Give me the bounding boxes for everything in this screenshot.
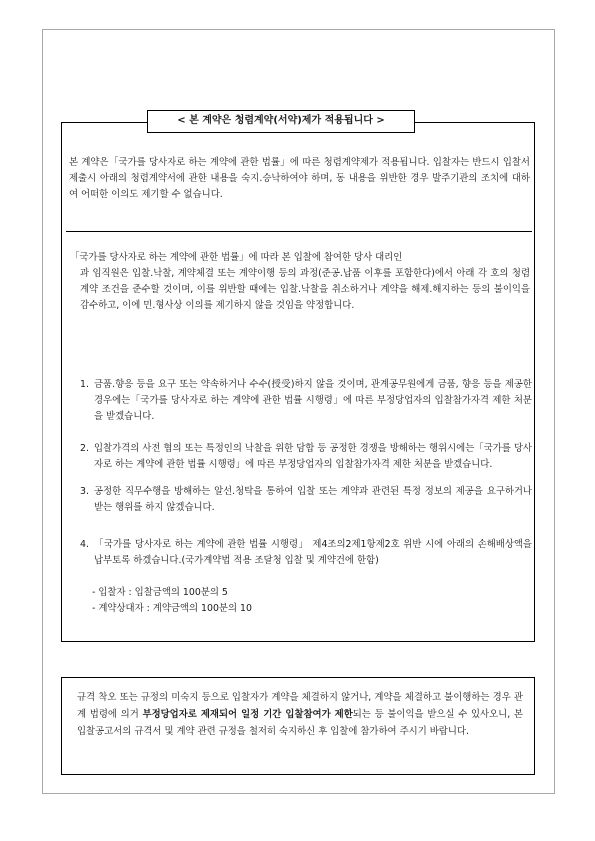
pledge-paragraph: [70, 250, 530, 314]
clause-text: 금품.향응 등을 요구 또는 약속하거나 수수(授受)하지 않을 것이며, 관계공무원에게 금품, 향응 등을 제공한 경우에는「국가를 당사자로 하는 계약에 관한 법률 시행령」에 따른 부정당업자의 입찰참가자격 제한 처분을 받겠습니다.: [94, 379, 532, 422]
clause-item-1: [80, 377, 532, 425]
clause-number: 1.: [80, 379, 89, 390]
notice-paragraph: [77, 689, 523, 740]
notice-text-1: 규격 착오 또는 규정의 미숙지 등으로 입찰자가 계약을 체결하지 않거나, 계약을 체결하고 불이행하는 경우 관계 법령에 의거: [77, 692, 523, 720]
subitem-contractor: - 계약상대자 : 계약금액의 100분의 10: [92, 603, 252, 614]
clause-text: 「국가를 당사자로 하는 계약에 관한 법률 시행령」 제4조의2제1항제2호 위반 시에 아래의 손해배상액을 납부토록 하겠습니다.(국가계약법 적용 조달청 입찰 및 계약건에 한함): [94, 539, 532, 566]
subitem-bidder: - 입찰자 : 입찰금액의 100분의 5: [92, 587, 228, 598]
clause-text: 공정한 직무수행을 방해하는 알선.청탁을 통하여 입찰 또는 계약과 관련된 특정 정보의 제공을 요구하거나 받는 행위를 하지 않겠습니다.: [94, 486, 532, 513]
clause-number: 4.: [80, 539, 89, 550]
pledge-first-line: 「국가를 당사자로 하는 계약에 관한 법률」에 따라 본 입찰에 참여한 당사 대리인: [70, 252, 403, 263]
clause-item-3: [80, 484, 532, 516]
clause-number: 2.: [80, 443, 89, 454]
clause-number: 3.: [80, 486, 89, 497]
intro-paragraph: 본 계약은「국가를 당사자로 하는 계약에 관한 법률」에 따른 청렴계약제가 적용됩니다. 입찰자는 반드시 입찰서 제출시 아래의 청렴계약서에 관한 내용을 숙지.승낙하여야 하며, 동 내용을 위반한 경우 발주기관의 조치에 대하여 어떠한 이의도 제기할 수 없습니다.: [69, 157, 530, 200]
divider: [66, 231, 532, 232]
section-title: < 본 계약은 청렴계약(서약)제가 적용됩니다 >: [147, 110, 415, 133]
clause-item-4: [80, 537, 532, 569]
notice-bold-text: 부정당업자로 제재되어 일정 기간 입찰참여가 제한: [142, 709, 353, 720]
notice-text-2: 되는 등 불이익을 받으실 수 있사오니, 본 입찰공고서의 규격서 및 계약 관련 규정을 철저히 숙지하신 후 입찰에 참가하여 주시기 바랍니다.: [77, 709, 523, 737]
pledge-continuation: 과 임직원은 입찰.낙찰, 계약체결 또는 계약이행 등의 과정(준공.납품 이후를 포함한다)에서 아래 각 호의 청렴계약 조건을 준수할 것이며, 이를 위반할 때에는 입찰.낙찰을 취소하거나 계약을 해제.해지하는 등의 불이익을 감수하고, 이에 민.형사상 이의를 제기하지 않을 것임을 약정합니다.: [80, 268, 530, 311]
clause-text: 입찰가격의 사전 협의 또는 특정인의 낙찰을 위한 담합 등 공정한 경쟁을 방해하는 행위시에는「국가를 당사자로 하는 계약에 관한 법률 시행령」에 따른 부정당업자의 입찰참가자격 제한 처분을 받겠습니다.: [94, 443, 532, 470]
clause-item-2: [80, 441, 532, 473]
